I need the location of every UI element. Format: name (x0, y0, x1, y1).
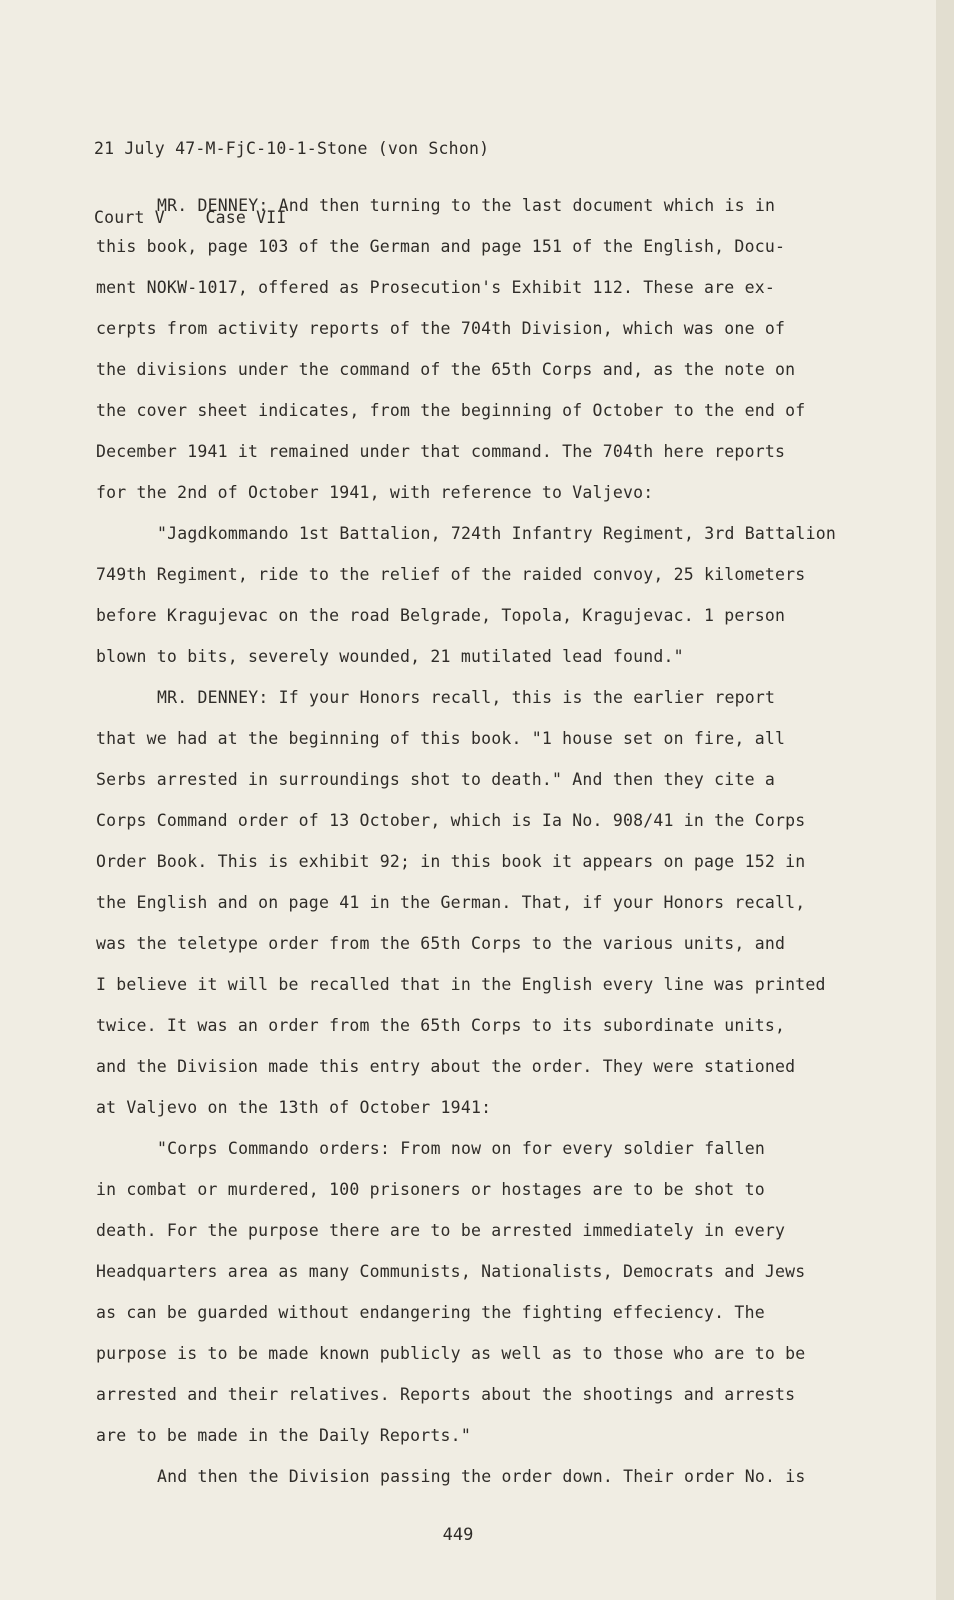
transcript-line: And then the Division passing the order down. Their order No. is (157, 1467, 806, 1486)
transcript-line: purpose is to be made known publicly as well as to those who are to be (96, 1344, 806, 1363)
transcript-line: Order Book. This is exhibit 92; in this book it appears on page 152 in (96, 852, 806, 871)
transcript-line: that we had at the beginning of this book. "1 house set on fire, all (96, 729, 786, 748)
transcript-line: blown to bits, severely wounded, 21 mutilated lead found." (96, 647, 684, 666)
transcript-line: "Corps Commando orders: From now on for every soldier fallen (157, 1139, 766, 1158)
transcript-line: ment NOKW-1017, offered as Prosecution's Exhibit 112. These are ex- (96, 278, 775, 297)
transcript-line: the cover sheet indicates, from the beginning of October to the end of (96, 401, 806, 420)
transcript-line: MR. DENNEY: If your Honors recall, this is the earlier report (157, 688, 776, 707)
transcript-line: as can be guarded without endangering the fighting effeciency. The (96, 1303, 765, 1322)
transcript-line: in combat or murdered, 100 prisoners or hostages are to be shot to (96, 1180, 765, 1199)
transcript-line: this book, page 103 of the German and page 151 of the English, Docu- (96, 237, 786, 256)
transcript-line: Headquarters area as many Communists, Nationalists, Democrats and Jews (96, 1262, 806, 1281)
transcript-line: "Jagdkommando 1st Battalion, 724th Infantry Regiment, 3rd Battalion (157, 524, 836, 543)
transcript-line: before Kragujevac on the road Belgrade, Topola, Kragujevac. 1 person (96, 606, 786, 625)
page-number: 449 (442, 1525, 474, 1545)
transcript-line: cerpts from activity reports of the 704th Division, which was one of (96, 319, 786, 338)
transcript-line: MR. DENNEY: And then turning to the last document which is in (157, 196, 776, 215)
transcript-line: 749th Regiment, ride to the relief of the raided convoy, 25 kilometers (96, 565, 806, 584)
transcript-line: the English and on page 41 in the German. That, if your Honors recall, (96, 893, 806, 912)
transcript-line: December 1941 it remained under that command. The 704th here reports (96, 442, 786, 461)
transcript-line: Serbs arrested in surroundings shot to death." And then they cite a (96, 770, 775, 789)
transcript-line: Corps Command order of 13 October, which is Ia No. 908/41 in the Corps (96, 811, 806, 830)
transcript-line: arrested and their relatives. Reports about the shootings and arrests (96, 1385, 796, 1404)
header-line-date-reference: 21 July 47-M-FjC-10-1-Stone (von Schon) (94, 139, 490, 158)
transcript-line: the divisions under the command of the 65th Corps and, as the note on (96, 360, 796, 379)
transcript-line: was the teletype order from the 65th Corps to the various units, and (96, 934, 786, 953)
transcript-line: are to be made in the Daily Reports." (96, 1426, 471, 1445)
transcript-line: twice. It was an order from the 65th Corps to its subordinate units, (96, 1016, 786, 1035)
transcript-line: for the 2nd of October 1941, with reference to Valjevo: (96, 483, 654, 502)
transcript-line: I believe it will be recalled that in the English every line was printed (96, 975, 826, 994)
transcript-body (96, 194, 856, 1506)
transcript-line: at Valjevo on the 13th of October 1941: (96, 1098, 492, 1117)
header-line-court-case: Court V Case VII (94, 208, 287, 227)
transcript-line: and the Division made this entry about the order. They were stationed (96, 1057, 796, 1076)
transcript-line: death. For the purpose there are to be arrested immediately in every (96, 1221, 786, 1240)
